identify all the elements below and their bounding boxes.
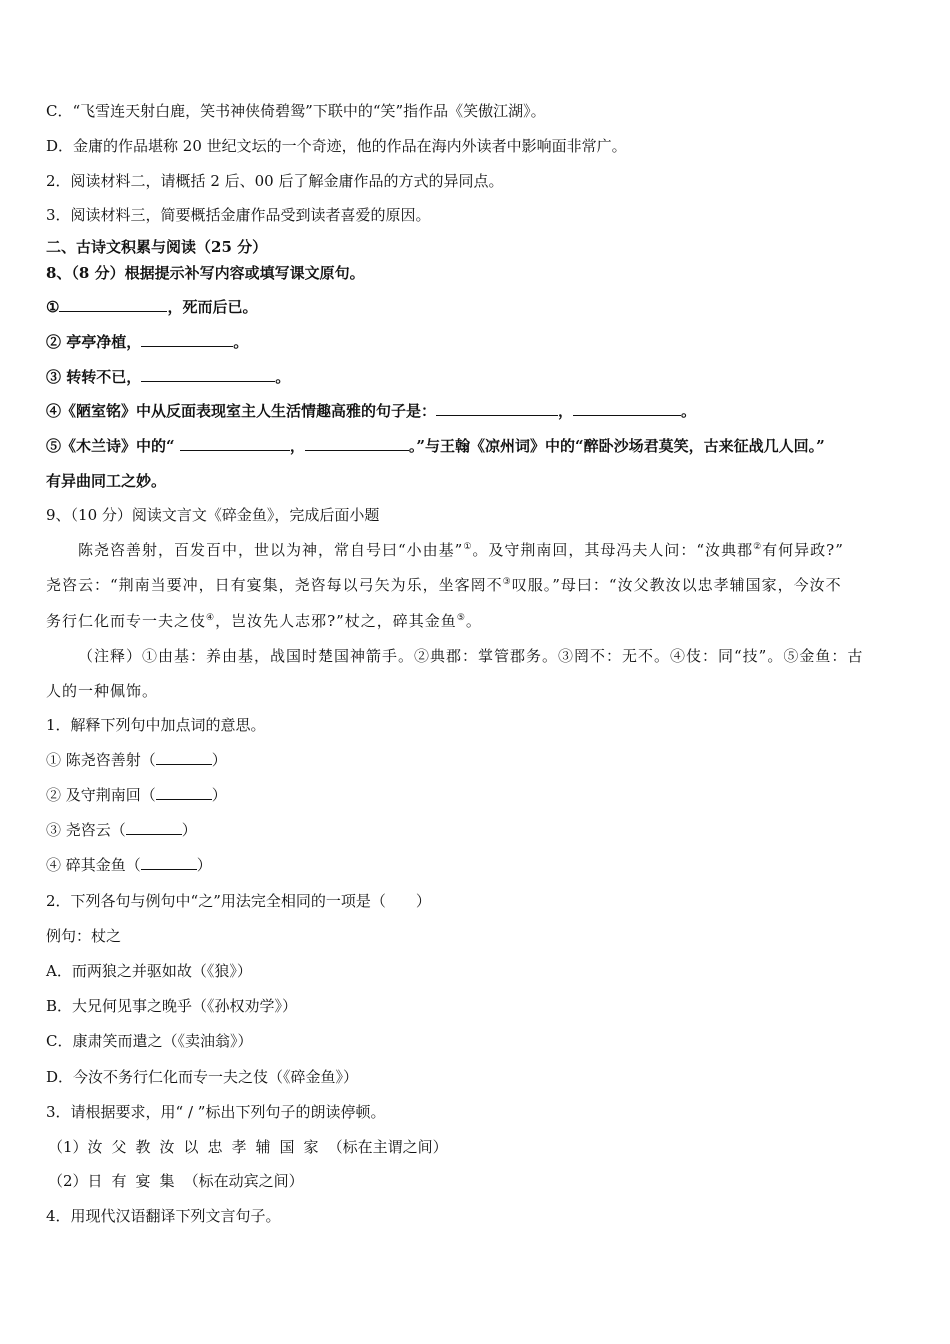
- subq-1: 1．解释下列句中加点词的意思。: [46, 716, 266, 734]
- subq-2-example: 例句：杖之: [46, 927, 122, 945]
- blank[interactable]: [156, 785, 212, 800]
- subq-1-b: ② 及守荆南回（ ）: [46, 786, 227, 804]
- section-2-title: 二、古诗文积累与阅读（25 分）: [46, 238, 268, 256]
- subq-1-a: ① 陈尧咨善射（ ）: [46, 751, 227, 769]
- question-3: 3．阅读材料三，简要概括金庸作品受到读者喜爱的原因。: [46, 206, 431, 224]
- q8-line-5: ⑤《木兰诗》中的“ ， 。”与王翰《凉州词》中的“醉卧沙场君莫笑，古来征战几人回。”: [46, 437, 825, 455]
- q9-header: 9、（10 分）阅读文言文《碎金鱼》，完成后面小题: [46, 506, 380, 524]
- subq-2-option-d: D．今汝不务行仁化而专一夫之伎（《碎金鱼》）: [46, 1068, 359, 1086]
- q8-line-4: ④《陋室铭》中从反面表现室主人生活情趣高雅的句子是： ， 。: [46, 402, 697, 420]
- subq-3-item-1: （1）汝父教汝以忠孝辅国家（标在主谓之间）: [48, 1138, 448, 1156]
- blank[interactable]: [156, 750, 212, 765]
- subq-3-item-2: （2）日有宴集（标在动宾之间）: [48, 1172, 304, 1190]
- subq-2-option-b: B．大兄何见事之晚乎（《孙权劝学》）: [46, 997, 298, 1015]
- q8-line-3: ③ 转转不已， 。: [46, 368, 291, 386]
- subq-3: 3．请根据要求，用“ / ”标出下列句子的朗读停顿。: [46, 1103, 386, 1121]
- annotation-line-2: 人的一种佩饰。: [46, 682, 159, 700]
- option-c: C．“飞雪连天射白鹿，笑书神侠倚碧鸳”下联中的“笑”指作品《笑傲江湖》。: [46, 102, 546, 120]
- q8-header: 8、（8 分）根据提示补写内容或填写课文原句。: [46, 264, 365, 282]
- subq-2: 2．下列各句与例句中“之”用法完全相同的一项是（ ）: [46, 892, 431, 910]
- question-2: 2．阅读材料二，请概括 2 后、00 后了解金庸作品的方式的异同点。: [46, 172, 504, 190]
- subq-2-option-c: C．康肃笑而遣之（《卖油翁》）: [46, 1032, 253, 1050]
- subq-1-d: ④ 碎其金鱼（ ）: [46, 856, 212, 874]
- blank[interactable]: [141, 855, 197, 870]
- passage-line-1: 陈尧咨善射，百发百中，世以为神，常自号曰“小由基”①。及守荆南回，其母冯夫人问：“汝典郡②有何异政?”: [78, 541, 844, 559]
- passage-line-2: 尧咨云：“荆南当要冲，日有宴集，尧咨每以弓矢为乐，坐客罔不③叹服。”母曰：“汝父教汝以忠孝辅国家，今汝不: [46, 576, 842, 594]
- q8-line-6: 有异曲同工之妙。: [46, 472, 167, 490]
- blank[interactable]: [573, 401, 681, 416]
- annotation-line-1: （注释）①由基：养由基，战国时楚国神箭手。②典郡：掌管郡务。③罔不：无不。④伎：同“技”。⑤金鱼：古: [78, 647, 864, 665]
- option-d: D．金庸的作品堪称 20 世纪文坛的一个奇迹，他的作品在海内外读者中影响面非常广。: [46, 137, 627, 155]
- blank[interactable]: [141, 367, 275, 382]
- blank[interactable]: [126, 820, 182, 835]
- q8-line-2: ② 亭亭净植， 。: [46, 333, 249, 351]
- blank[interactable]: [59, 297, 167, 312]
- subq-4: 4．用现代汉语翻译下列文言句子。: [46, 1207, 281, 1225]
- blank[interactable]: [180, 436, 290, 451]
- passage-line-3: 务行仁化而专一夫之伎④，岂汝先人志邪?”杖之，碎其金鱼⑤。: [46, 612, 482, 630]
- blank[interactable]: [436, 401, 558, 416]
- blank[interactable]: [141, 332, 233, 347]
- subq-1-c: ③ 尧咨云（ ）: [46, 821, 197, 839]
- q8-line-1: ① ，死而后已。: [46, 298, 258, 316]
- blank[interactable]: [305, 436, 409, 451]
- subq-2-option-a: A．而两狼之并驱如故（《狼》）: [46, 962, 252, 980]
